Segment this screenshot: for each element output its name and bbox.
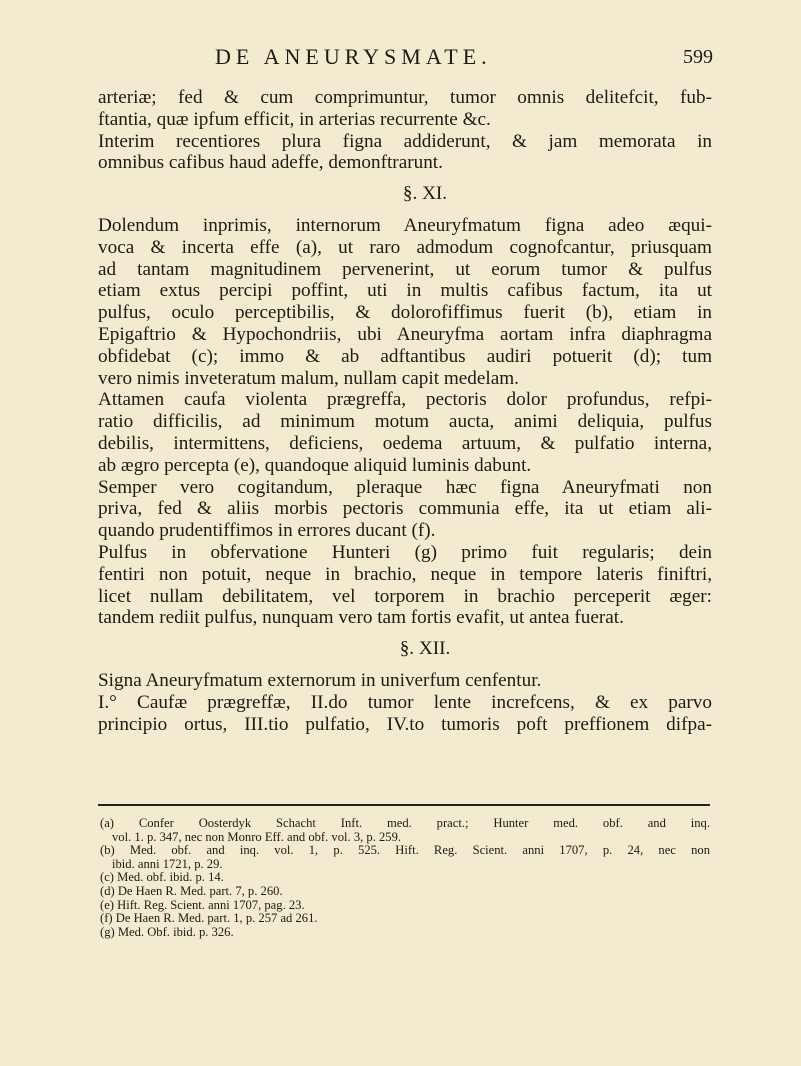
section-heading-xii: §. XII. xyxy=(399,638,451,660)
text-line: arteriæ; fed & cum comprimuntur, tumor omnis delitefcit, fub- xyxy=(98,87,712,108)
text-line: tandem rediit pulfus, nunquam vero tam fortis evafit, ut antea fuerat. xyxy=(98,607,624,629)
text-line: voca & incerta effe (a), ut raro admodum cognofcantur, priusquam xyxy=(98,236,712,258)
text-line: debilis, intermittens, deficiens, oedema artuum, & pulfatio interna, xyxy=(98,432,712,454)
text-line: principio ortus, III.tio pulfatio, IV.to tumoris poft preffionem difpa- xyxy=(98,713,712,735)
text-line: Signa Aneuryfmatum externorum in univerfum cenfentur. xyxy=(98,669,542,691)
text-line: Attamen caufa violenta prægreffa, pectoris dolor profundus, refpi- xyxy=(98,389,712,411)
text-line: omnibus cafibus haud adeffe, demonftrarunt. xyxy=(98,152,443,174)
text-line: priva, fed & aliis morbis pectoris communia effe, ita ut etiam ali- xyxy=(98,498,712,520)
text-line: pulfus, oculo perceptibilis, & dolorofiffimus fuerit (b), etiam in xyxy=(98,302,712,324)
footnote-divider xyxy=(98,804,710,806)
body-text xyxy=(98,87,712,735)
footnote: (b) Med. obf. and inq. vol. 1, p. 525. Hift. Reg. Scient. anni 1707, p. 24, nec non xyxy=(100,843,710,858)
section-heading-xi: §. XI. xyxy=(402,183,448,205)
text-line: quando prudentiffimos in errores ducant (f). xyxy=(98,520,436,542)
text-line: vero nimis inveteratum malum, nullam capit medelam. xyxy=(98,367,519,389)
page-number: 599 xyxy=(683,46,713,68)
text-line: ratio difficilis, ad minimum motum aucta, animi deliquia, pulfus xyxy=(98,411,712,433)
footnote: (g) Med. Obf. ibid. p. 326. xyxy=(100,924,234,939)
footnote: (f) De Haen R. Med. part. 1, p. 257 ad 261. xyxy=(100,911,318,926)
text-line: Semper vero cogitandum, pleraque hæc figna Aneuryfmati non xyxy=(98,476,712,498)
text-line: Interim recentiores plura figna addiderunt, & jam memorata in xyxy=(98,130,712,152)
text-line: ftantia, quæ ipfum efficit, in arterias recurrente &c. xyxy=(98,108,491,130)
text-line: Epigaftrio & Hypochondriis, ubi Aneuryfma aortam infra diaphragma xyxy=(98,323,712,345)
text-line: Pulfus in obfervatione Hunteri (g) primo fuit regularis; dein xyxy=(98,541,712,563)
text-line: licet nullam debilitatem, vel torporem in brachio perceperit æger: xyxy=(98,585,712,607)
text-line: etiam extus percipi poffint, uti in multis cafibus factum, ita ut xyxy=(98,280,712,302)
footnote: (c) Med. obf. ibid. p. 14. xyxy=(100,870,224,885)
footnote: (d) De Haen R. Med. part. 7, p. 260. xyxy=(100,883,283,898)
footnote: (a) Confer Oosterdyk Schacht Inft. med. pract.; Hunter med. obf. and inq. xyxy=(100,816,710,830)
text-line: ad tantam magnitudinem pervenerint, ut eorum tumor & pulfus xyxy=(98,258,712,280)
text-line: fentiri non potuit, neque in brachio, neque in tempore lateris finiftri, xyxy=(98,563,712,585)
text-line: obfidebat (c); immo & ab adftantibus audiri potuerit (d); tum xyxy=(98,345,712,367)
text-line: ab ægro percepta (e), quandoque aliquid luminis dabunt. xyxy=(98,454,532,476)
text-line: I.° Caufæ prægreffæ, II.do tumor lente increfcens, & ex parvo xyxy=(98,691,712,713)
footnote: vol. 1. p. 347, nec non Monro Eff. and obf. vol. 3, p. 259. xyxy=(112,829,402,844)
text-line: Dolendum inprimis, internorum Aneuryfmatum figna adeo æqui- xyxy=(98,214,712,236)
footnotes xyxy=(100,817,710,939)
running-header: DE ANEURYSMATE. xyxy=(215,44,492,69)
footnote: (e) Hift. Reg. Scient. anni 1707, pag. 23. xyxy=(100,897,305,912)
footnote: ibid. anni 1721, p. 29. xyxy=(112,856,223,871)
